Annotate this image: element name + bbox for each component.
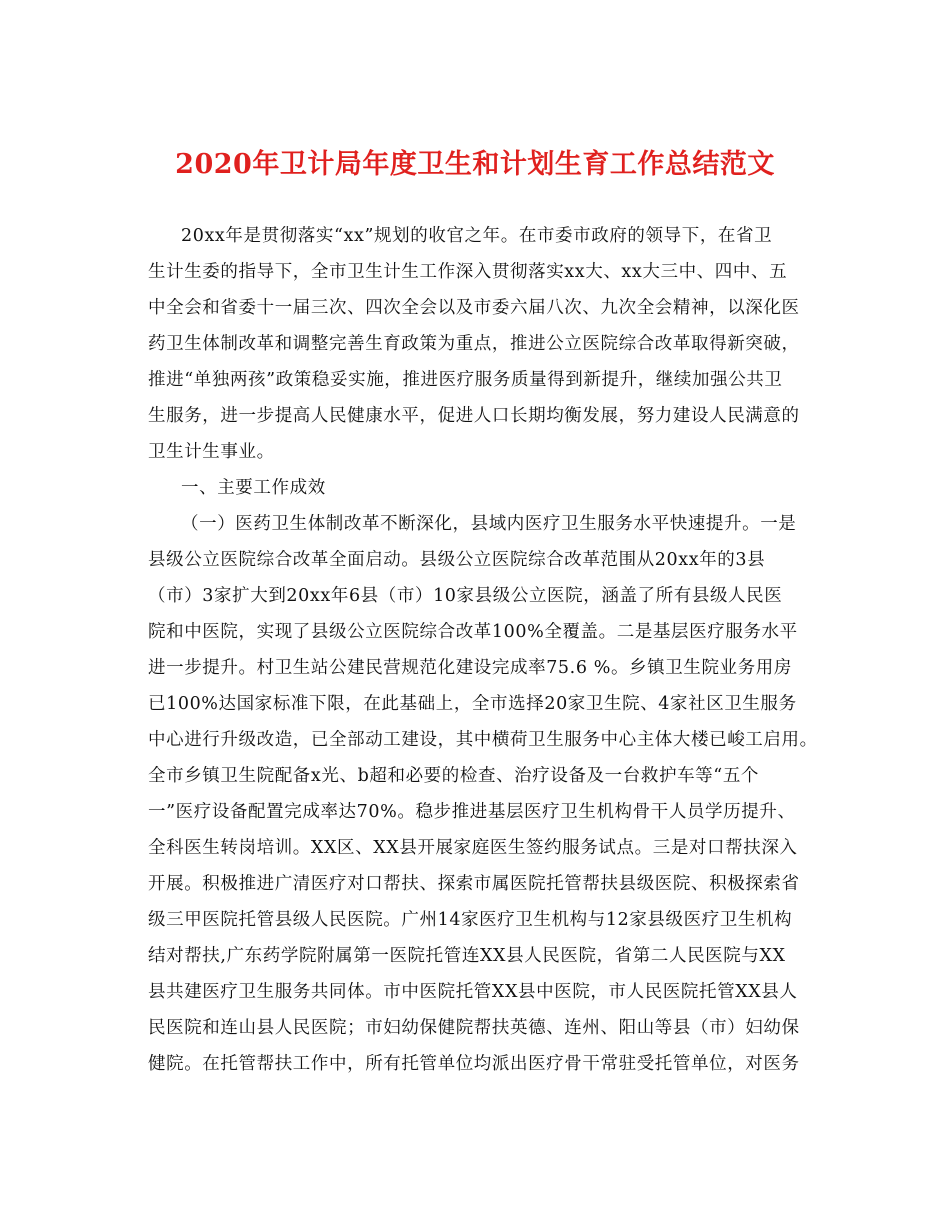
paragraph-line: 全市乡镇卫生院配备x光、b超和必要的检查、治疗设备及一台救护车等“五个	[148, 766, 760, 786]
paragraph-line: 进一步提升。村卫生站公建民营规范化建设完成率75.6 %。乡镇卫生院业务用房	[148, 658, 792, 678]
paragraph-line: 20xx年是贯彻落实“xx”规划的收官之年。在市委市政府的领导下，在省卫	[181, 226, 773, 246]
paragraph-line: 开展。积极推进广清医疗对口帮扶、探索市属医院托管帮扶县级医院、积极探索省	[148, 874, 800, 894]
paragraph-line: 卫生计生事业。	[148, 442, 275, 462]
paragraph-line: 一”医疗设备配置完成率达70%。稳步推进基层医疗卫生机构骨干人员学历提升、	[148, 802, 796, 822]
paragraph-line: 健院。在托管帮扶工作中，所有托管单位均派出医疗骨干常驻受托管单位，对医务	[148, 1054, 800, 1074]
section-heading: 一、主要工作成效	[181, 478, 326, 498]
paragraph-line: 中心进行升级改造，已全部动工建设，其中横荷卫生服务中心主体大楼已峻工启用。	[148, 730, 818, 750]
paragraph-line: 院和中医院，实现了县级公立医院综合改革100%全覆盖。二是基层医疗服务水平	[148, 622, 798, 642]
paragraph-line: 药卫生体制改革和调整完善生育政策为重点，推进公立医院综合改革取得新突破，	[148, 334, 800, 354]
paragraph-line: 结对帮扶,广东药学院附属第一医院托管连XX县人民医院，省第二人民医院与XX	[148, 946, 786, 966]
paragraph-line: 中全会和省委十一届三次、四次全会以及市委六届八次、九次全会精神，以深化医	[148, 298, 800, 318]
paragraph-line: 级三甲医院托管县级人民医院。广州14家医疗卫生机构与12家县级医疗卫生机构	[148, 910, 793, 930]
paragraph-line: 县级公立医院综合改革全面启动。县级公立医院综合改革范围从20xx年的3县	[148, 550, 766, 570]
document-title: 2020年卫计局年度卫生和计划生育工作总结范文	[175, 149, 775, 180]
paragraph-line: 已100%达国家标准下限，在此基础上，全市选择20家卫生院、4家社区卫生服务	[148, 694, 797, 714]
paragraph-line: 民医院和连山县人民医院；市妇幼保健院帮扶英德、连州、阳山等县（市）妇幼保	[148, 1018, 800, 1038]
paragraph-line: 生计生委的指导下，全市卫生计生工作深入贯彻落实xx大、xx大三中、四中、五	[148, 262, 788, 282]
paragraph-line: （一）医药卫生体制改革不断深化，县域内医疗卫生服务水平快速提升。一是	[181, 514, 797, 534]
paragraph-line: 全科医生转岗培训。XX区、XX县开展家庭医生签约服务试点。三是对口帮扶深入	[148, 838, 798, 858]
paragraph-line: 推进“单独两孩”政策稳妥实施，推进医疗服务质量得到新提升，继续加强公共卫	[148, 370, 783, 390]
paragraph-line: （市）3家扩大到20xx年6县（市）10家县级公立医院，涵盖了所有县级人民医	[148, 586, 783, 606]
paragraph-line: 生服务，进一步提高人民健康水平，促进人口长期均衡发展，努力建设人民满意的	[148, 406, 800, 426]
paragraph-line: 县共建医疗卫生服务共同体。市中医院托管XX县中医院，市人民医院托管XX县人	[148, 982, 798, 1002]
